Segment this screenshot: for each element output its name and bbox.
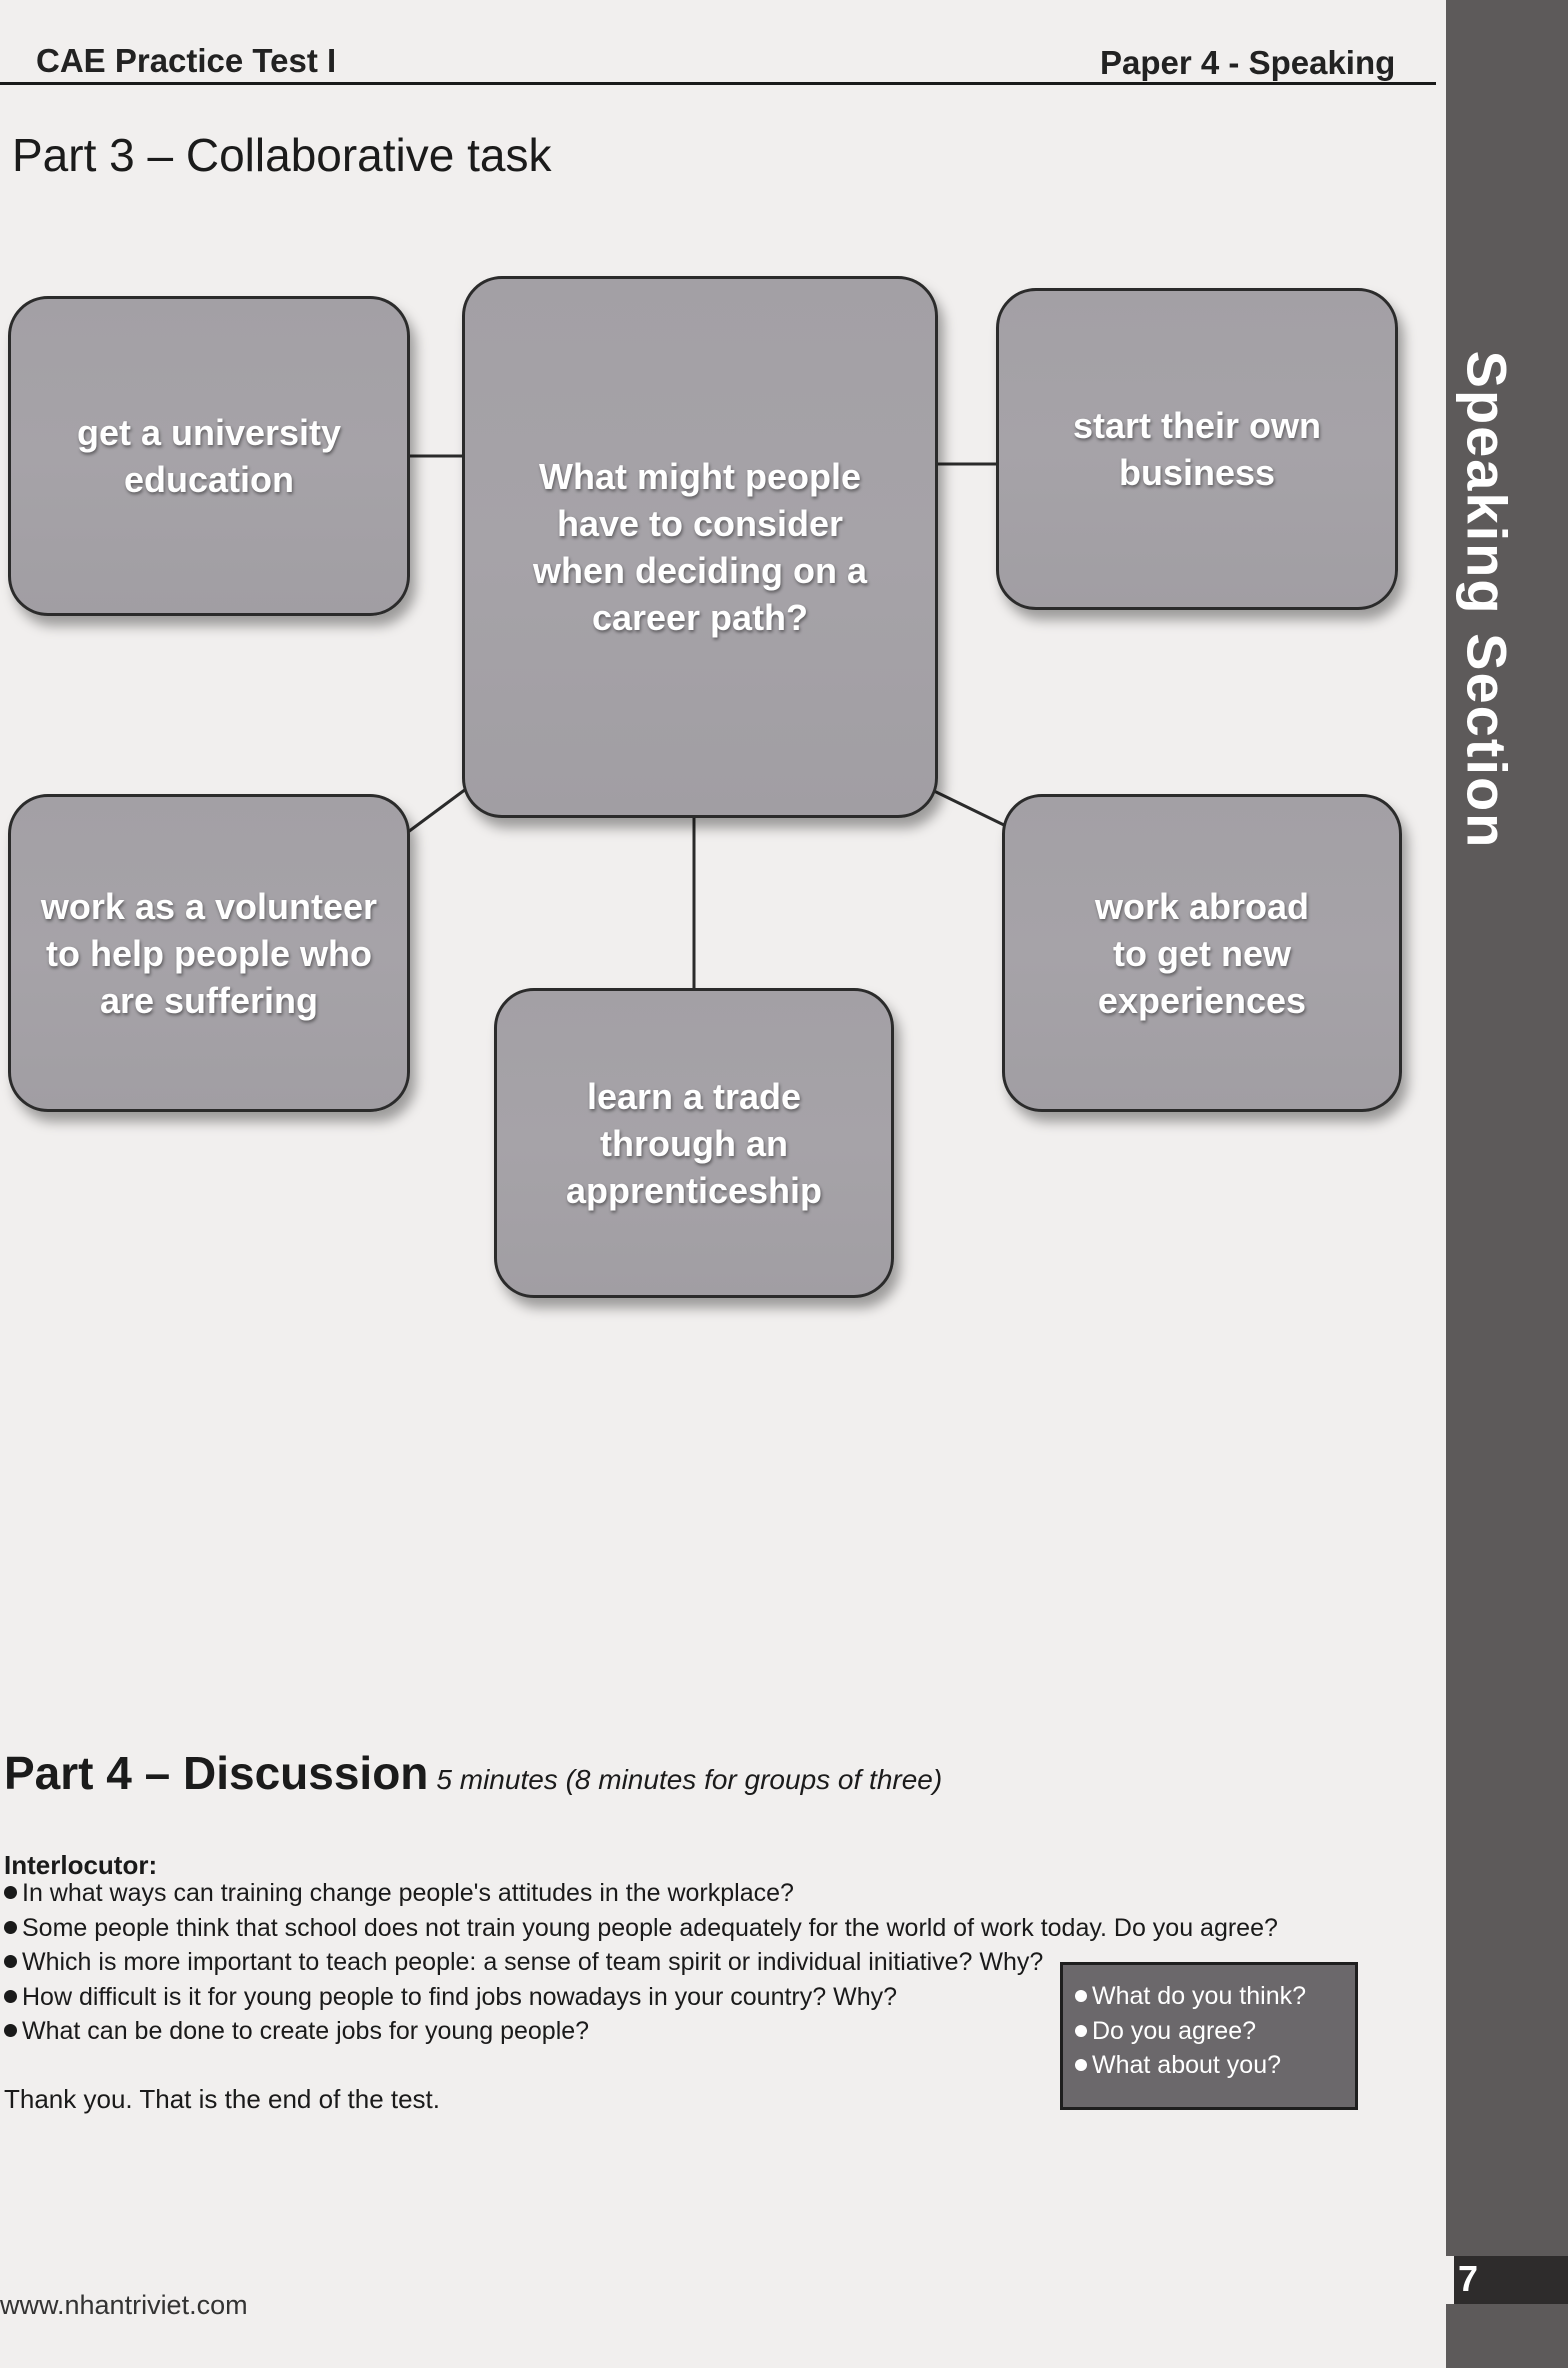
abroad-line-3: experiences: [1097, 979, 1307, 1021]
center-line-3: when deciding on a: [532, 550, 868, 591]
abroad-line-2: to get new: [1113, 932, 1291, 974]
closing-text: Thank you. That is the end of the test.: [4, 2084, 441, 2114]
business-line-1: start their own: [1072, 405, 1322, 446]
university-line-1: get a university: [76, 412, 342, 453]
interlocutor-label: Interlocutor:: [4, 1850, 158, 1880]
header-paper-title: Paper 4 - Speaking: [1100, 44, 1396, 81]
bullet-icon: [1075, 1990, 1087, 2002]
center-line-1: What might people: [539, 456, 861, 497]
prompt-item: What about you?: [1075, 2048, 1355, 2083]
bullet-icon: [4, 1955, 17, 1968]
bullet-icon: [4, 1990, 17, 2003]
part4-timing: 5 minutes (8 minutes for groups of three): [436, 1764, 943, 1795]
list-item: How difficult is it for young people to find jobs nowadays in your country? Why?: [4, 1980, 1278, 2015]
bullet-icon: [4, 1886, 17, 1899]
prompt-box: [1060, 1962, 1358, 2110]
header-test-title: CAE Practice Test I: [36, 42, 337, 79]
section-label-text: Speaking Section: [1455, 350, 1519, 850]
apprenticeship-line-3: apprenticeship: [565, 1169, 823, 1211]
part3-heading: Part 3 – Collaborative task: [12, 129, 552, 181]
page-number: 7: [1458, 2258, 1479, 2299]
page-number-notch: [1430, 2256, 1454, 2304]
apprenticeship-line-2: through an: [600, 1122, 788, 1164]
volunteer-line-1: work as a volunteer: [40, 885, 378, 927]
option-box-apprenticeship: [494, 988, 894, 1298]
abroad-line-1: work abroad: [1094, 885, 1310, 927]
footer-url: www.nhantriviet.com: [0, 2290, 248, 2320]
volunteer-line-2: to help people who: [45, 932, 372, 974]
list-item: In what ways can training change people's attitudes in the workplace?: [4, 1876, 1278, 1911]
prompt-item: What do you think?: [1075, 1979, 1355, 2014]
connector-bottom-right: [932, 790, 1006, 826]
business-line-2: business: [1118, 452, 1276, 493]
connector-bottom-left: [408, 786, 470, 832]
bullet-icon: [1075, 2025, 1087, 2037]
bullet-icon: [4, 2024, 17, 2037]
center-question-box: [462, 276, 938, 818]
apprenticeship-line-1: learn a trade: [586, 1075, 802, 1117]
option-box-university: [8, 296, 410, 616]
university-line-2: education: [123, 459, 294, 500]
part4-title: Part 4 – Discussion: [4, 1747, 429, 1799]
center-line-4: career path?: [591, 597, 809, 638]
list-item: Which is more important to teach people: a sense of team spirit or individual initiative? Why?: [4, 1945, 1278, 1980]
option-box-business: [996, 288, 1398, 610]
list-item: Some people think that school does not train young people adequately for the world of work today. Do you agree?: [4, 1911, 1278, 1946]
option-box-volunteer: [8, 794, 410, 1112]
prompt-item: Do you agree?: [1075, 2014, 1355, 2049]
volunteer-line-3: are suffering: [99, 979, 319, 1021]
list-item: What can be done to create jobs for young people?: [4, 2014, 1278, 2049]
bullet-icon: [4, 1921, 17, 1934]
center-line-2: have to consider: [556, 503, 844, 544]
part4-heading: [4, 1746, 942, 1800]
option-box-abroad: [1002, 794, 1402, 1112]
bullet-icon: [1075, 2059, 1087, 2071]
